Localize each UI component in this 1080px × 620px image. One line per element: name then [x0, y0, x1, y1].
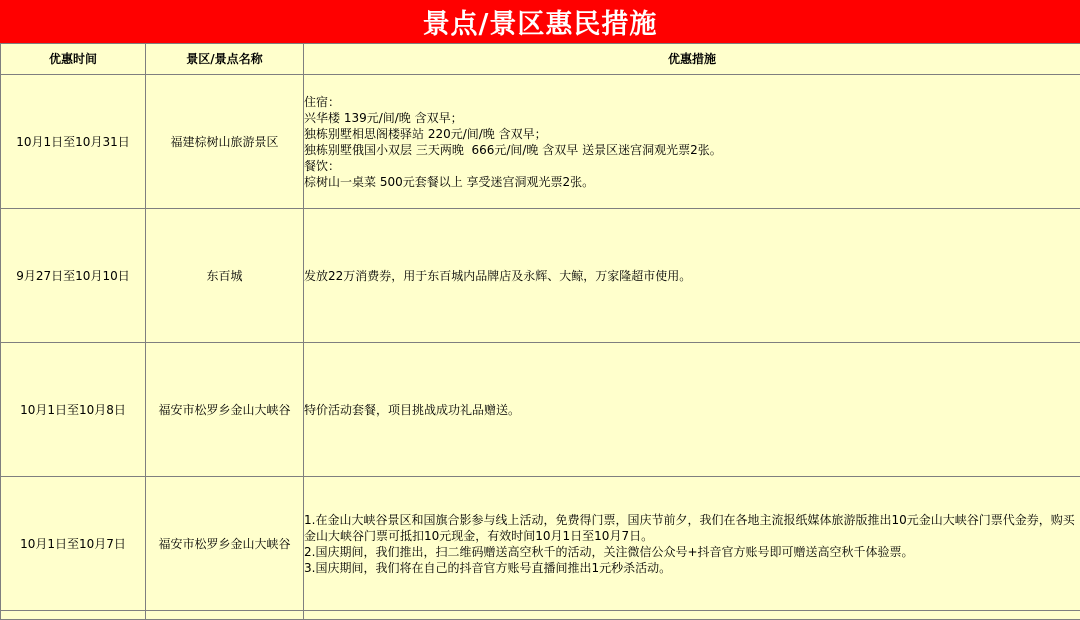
header-name[interactable]: 景区/景点名称	[146, 44, 304, 75]
table-row	[1, 75, 1080, 209]
header-measures[interactable]: 优惠措施	[304, 44, 1080, 75]
cell-name[interactable]: 福安市松罗乡金山大峡谷	[146, 477, 304, 611]
cell-empty[interactable]	[304, 611, 1080, 620]
measure-line: 2.国庆期间，我们推出，扫二维码赠送高空秋千的活动，关注微信公众号+抖音官方账号即可赠送高空秋千体验票。	[304, 544, 1080, 560]
header-row	[1, 44, 1080, 75]
cell-empty[interactable]	[1, 611, 146, 620]
cell-measures[interactable]	[304, 75, 1080, 209]
table-row	[1, 209, 1080, 343]
measure-line: 餐饮：	[304, 158, 1080, 174]
cell-time[interactable]: 10月1日至10月7日	[1, 477, 146, 611]
page-title: 景点/景区惠民措施	[0, 0, 1080, 43]
cell-measures[interactable]	[304, 477, 1080, 611]
table-row	[1, 343, 1080, 477]
measure-line: 3.国庆期间，我们将在自己的抖音官方账号直播间推出1元秒杀活动。	[304, 560, 1080, 576]
cell-empty[interactable]	[146, 611, 304, 620]
header-time[interactable]: 优惠时间	[1, 44, 146, 75]
measure-line: 棕树山一桌菜 500元套餐以上 享受迷宫洞观光票2张。	[304, 174, 1080, 190]
cell-name[interactable]: 福建棕树山旅游景区	[146, 75, 304, 209]
measure-line: 发放22万消费券，用于东百城内品牌店及永辉、大鲸，万家隆超市使用。	[304, 268, 1080, 284]
table-row	[1, 477, 1080, 611]
measure-line: 独栋别墅俄国小双层 三天两晚 666元/间/晚 含双早 送景区迷宫洞观光票2张。	[304, 142, 1080, 158]
cell-name[interactable]: 福安市松罗乡金山大峡谷	[146, 343, 304, 477]
cell-measures[interactable]	[304, 209, 1080, 343]
measure-line: 兴华楼 139元/间/晚 含双早；	[304, 110, 1080, 126]
measure-line: 住宿：	[304, 94, 1080, 110]
cell-time[interactable]: 10月1日至10月31日	[1, 75, 146, 209]
table-row-partial	[1, 611, 1080, 620]
measures-table	[0, 43, 1080, 620]
cell-measures[interactable]	[304, 343, 1080, 477]
measure-line: 1.在金山大峡谷景区和国旗合影参与线上活动，免费得门票，国庆节前夕，我们在各地主流报纸媒体旅游版推出10元金山大峡谷门票代金券，购买金山大峡谷门票可抵扣10元现金，有效时间10月1日至10月7日。	[304, 512, 1080, 544]
cell-time[interactable]: 9月27日至10月10日	[1, 209, 146, 343]
cell-time[interactable]: 10月1日至10月8日	[1, 343, 146, 477]
measure-line: 特价活动套餐，项目挑战成功礼品赠送。	[304, 402, 1080, 418]
cell-name[interactable]: 东百城	[146, 209, 304, 343]
measure-line: 独栋别墅相思阁楼驿站 220元/间/晚 含双早；	[304, 126, 1080, 142]
